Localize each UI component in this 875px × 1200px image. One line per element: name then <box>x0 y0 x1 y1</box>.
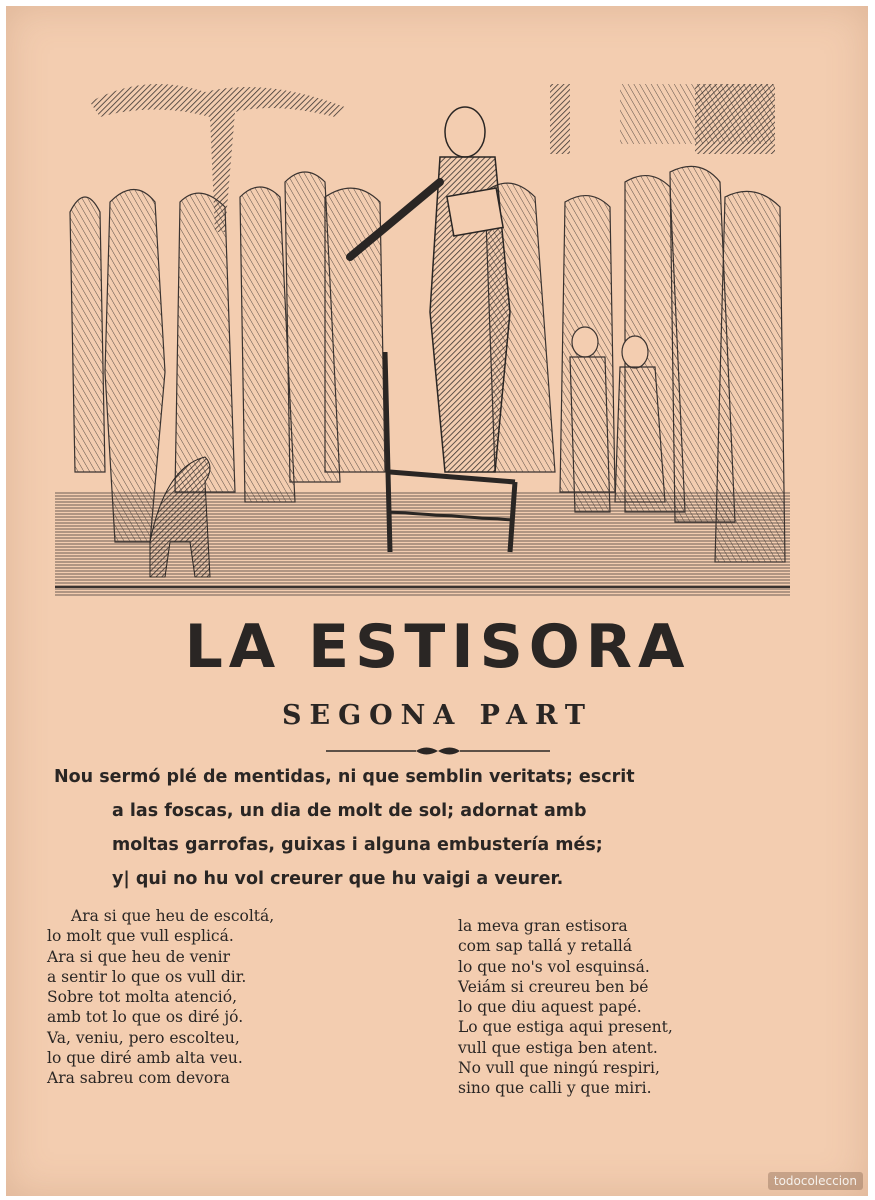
lead-line: y| qui no hu vol creurer que hu vaigi a veurer. <box>112 869 564 889</box>
watermark-label: todocoleccion <box>768 1172 863 1190</box>
verse-line: Ara si que heu de escoltá, <box>71 907 275 925</box>
lead-line: a las foscas, un dia de molt de sol; adornat amb <box>112 801 587 821</box>
verse-line: vull que estiga ben atent. <box>458 1038 658 1057</box>
lead-line: moltas garrofas, guixas i alguna embustería més; <box>112 835 603 855</box>
document-subtitle: SEGONA PART <box>281 700 594 731</box>
verse-line: lo molt que vull esplicá. <box>47 927 234 946</box>
verse-line: a sentir lo que os vull dir. <box>47 967 247 986</box>
verse-line: Veiám si creureu ben bé <box>458 977 649 996</box>
verse-column-left <box>47 906 274 1089</box>
verse-line: sino que calli y que miri. <box>458 1079 652 1098</box>
verse-line: lo que no's vol esquinsá. <box>458 957 650 976</box>
verse-line: lo que diré amb alta veu. <box>47 1049 243 1068</box>
verse-line: Va, veniu, pero escolteu, <box>47 1028 240 1047</box>
verse-line: Lo que estiga aqui present, <box>458 1018 673 1037</box>
verse-line: amb tot lo que os diré jó. <box>47 1008 244 1027</box>
ornamental-rule-divider <box>326 744 550 758</box>
verse-line: Ara si que heu de venir <box>47 947 230 966</box>
verse-column-right <box>458 916 673 1099</box>
verse-line: la meva gran estisora <box>458 917 628 935</box>
document-title: LA ESTISORA <box>184 612 691 682</box>
verse-line: No vull que ningú respiri, <box>458 1059 660 1078</box>
engraving-crowd-illustration <box>55 72 790 597</box>
verse-line: lo que diu aquest papé. <box>458 998 642 1017</box>
lead-line: Nou sermó plé de mentidas, ni que semblin veritats; escrit <box>54 767 635 787</box>
verse-line: Sobre tot molta atenció, <box>47 988 238 1007</box>
lead-paragraph <box>40 760 840 896</box>
verse-line: com sap tallá y retallá <box>458 937 633 956</box>
verse-line: Ara sabreu com devora <box>47 1069 230 1088</box>
